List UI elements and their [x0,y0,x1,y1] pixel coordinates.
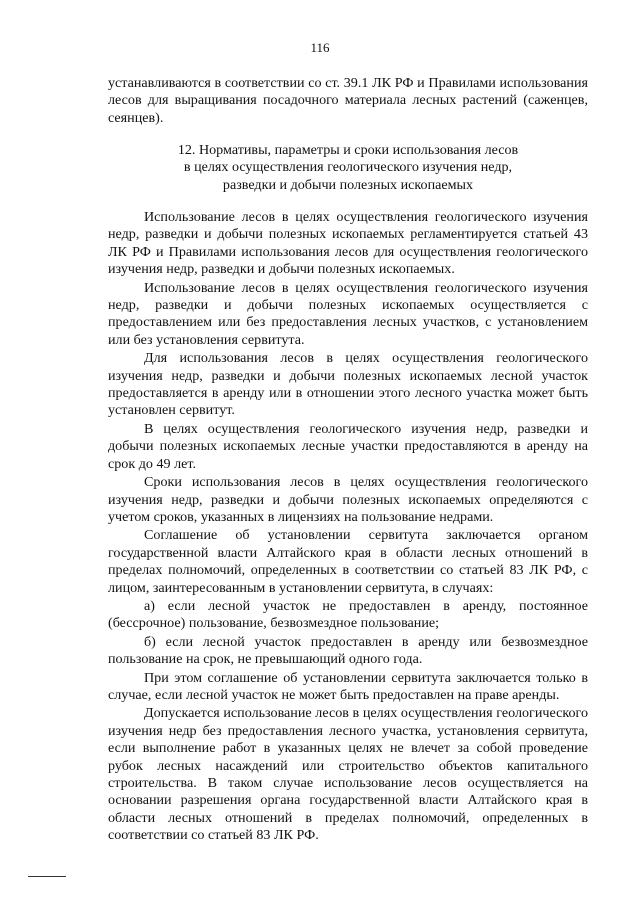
intro-paragraph: устанавливаются в соответствии со ст. 39.1 ЛК РФ и Правилами использования лесов для выращивания посадочного материала лесных растений (саженцев, сеянцев). [108,75,588,126]
list-item: б) если лесной участок предоставлен в аренду или безвозмездное пользование на срок, не превышающий одного года. [108,633,588,668]
section-heading [108,142,588,194]
section-heading-line: 12. Нормативы, параметры и сроки использования лесов [177,142,519,158]
section-heading-line: разведки и добычи полезных ископаемых [222,176,474,193]
footnote-divider [28,876,66,877]
paragraph: Соглашение об установлении сервитута заключается органом государственной власти Алтайского края в области лесных отношений в пределах полномочий, определенных в соответствии со статьей 83 ЛК РФ, с лицом, заинтересованным в установлении сервитута, в случаях: [108,527,588,596]
paragraph: Сроки использования лесов в целях осуществления геологического изучения недр, разведки и добычи полезных ископаемых определяются с учетом сроков, указанных в лицензиях на пользование недрами. [108,474,588,525]
paragraph: При этом соглашение об установлении сервитута заключается только в случае, если лесной участок не может быть предоставлен на праве аренды. [108,669,588,703]
paragraph: Для использования лесов в целях осуществления геологического изучения недр, разведки и добычи полезных ископаемых лесной участок предоставляется в аренду или в отношении этого лесного участка может быть установлен сервитут. [108,350,588,419]
section-heading-line: в целях осуществления геологического изучения недр, [183,159,513,176]
section-body [108,209,588,845]
list-item: а) если лесной участок не предоставлен в аренду, постоянное (бессрочное) пользование, безвозмездное пользование; [108,597,588,632]
paragraph: Допускается использование лесов в целях осуществления геологического изучения недр без предоставления лесного участка, установления сервитута, если выполнение работ в указанных целях не влечет за собой проведение рубок лесных насаждений или строительство объектов капитального строительства. В таком случае использование лесов осуществляется на основании разрешения органа государственной власти Алтайского края в области лесных отношений в пределах полномочий, определенных в соответствии со статьей 83 ЛК РФ. [108,705,588,844]
page-number: 116 [310,40,330,55]
paragraph: Использование лесов в целях осуществления геологического изучения недр, разведки и добычи полезных ископаемых регламентируется статьей 43 ЛК РФ и Правилами использования лесов для осуществления геологического изучения недр, разведки и добычи полезных ископаемых. [108,209,588,278]
paragraph: Использование лесов в целях осуществления геологического изучения недр, разведки и добычи полезных ископаемых осуществляется с предоставлением или без предоставления лесных участков, с установлением или без установления сервитута. [108,279,588,348]
paragraph: В целях осуществления геологического изучения недр, разведки и добычи полезных ископаемых лесные участки предоставляются в аренду на срок до 49 лет. [108,420,588,472]
